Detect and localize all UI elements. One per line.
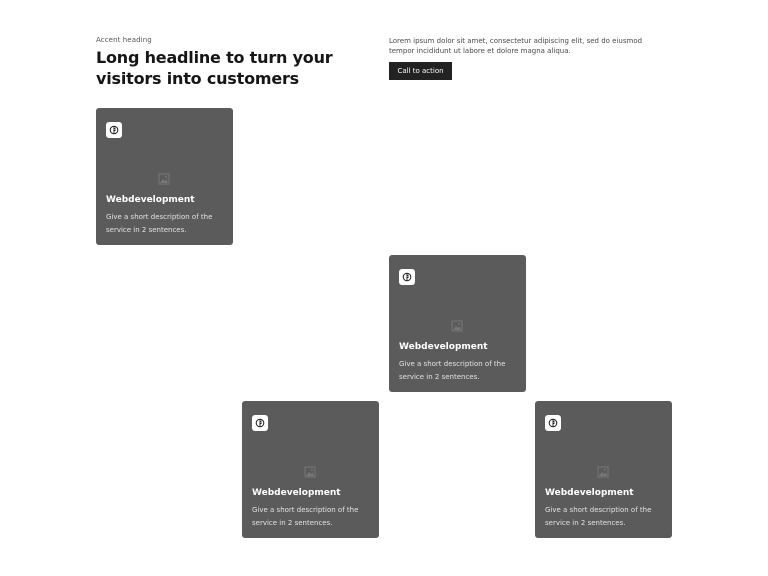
accent-heading: Accent heading xyxy=(96,36,152,44)
card-description: Give a short description of the service in 2 sentences. xyxy=(252,506,359,527)
leaf-icon xyxy=(545,415,561,431)
service-card[interactable] xyxy=(389,255,526,392)
leaf-icon xyxy=(252,415,268,431)
card-description: Give a short description of the service in 2 sentences. xyxy=(399,360,506,381)
page-title: Long headline to turn your visitors into customers xyxy=(96,48,333,88)
image-placeholder-icon xyxy=(158,170,170,182)
image-placeholder-icon xyxy=(597,463,609,475)
card-title: Webdevelopment xyxy=(106,195,195,205)
card-title: Webdevelopment xyxy=(399,342,488,352)
service-card[interactable] xyxy=(242,401,379,538)
card-title: Webdevelopment xyxy=(545,488,634,498)
image-placeholder-icon xyxy=(304,463,316,475)
call-to-action-button[interactable]: Call to action xyxy=(389,62,452,80)
card-title: Webdevelopment xyxy=(252,488,341,498)
card-description: Give a short description of the service in 2 sentences. xyxy=(106,213,213,234)
intro-text: Lorem ipsum dolor sit amet, consectetur adipiscing elit, sed do eiusmod tempor incididunt ut labore et dolore magna aliqua. xyxy=(389,37,643,55)
leaf-icon xyxy=(399,269,415,285)
service-card[interactable] xyxy=(535,401,672,538)
image-placeholder-icon xyxy=(451,317,463,329)
leaf-icon xyxy=(106,122,122,138)
service-card[interactable] xyxy=(96,108,233,245)
card-description: Give a short description of the service in 2 sentences. xyxy=(545,506,652,527)
